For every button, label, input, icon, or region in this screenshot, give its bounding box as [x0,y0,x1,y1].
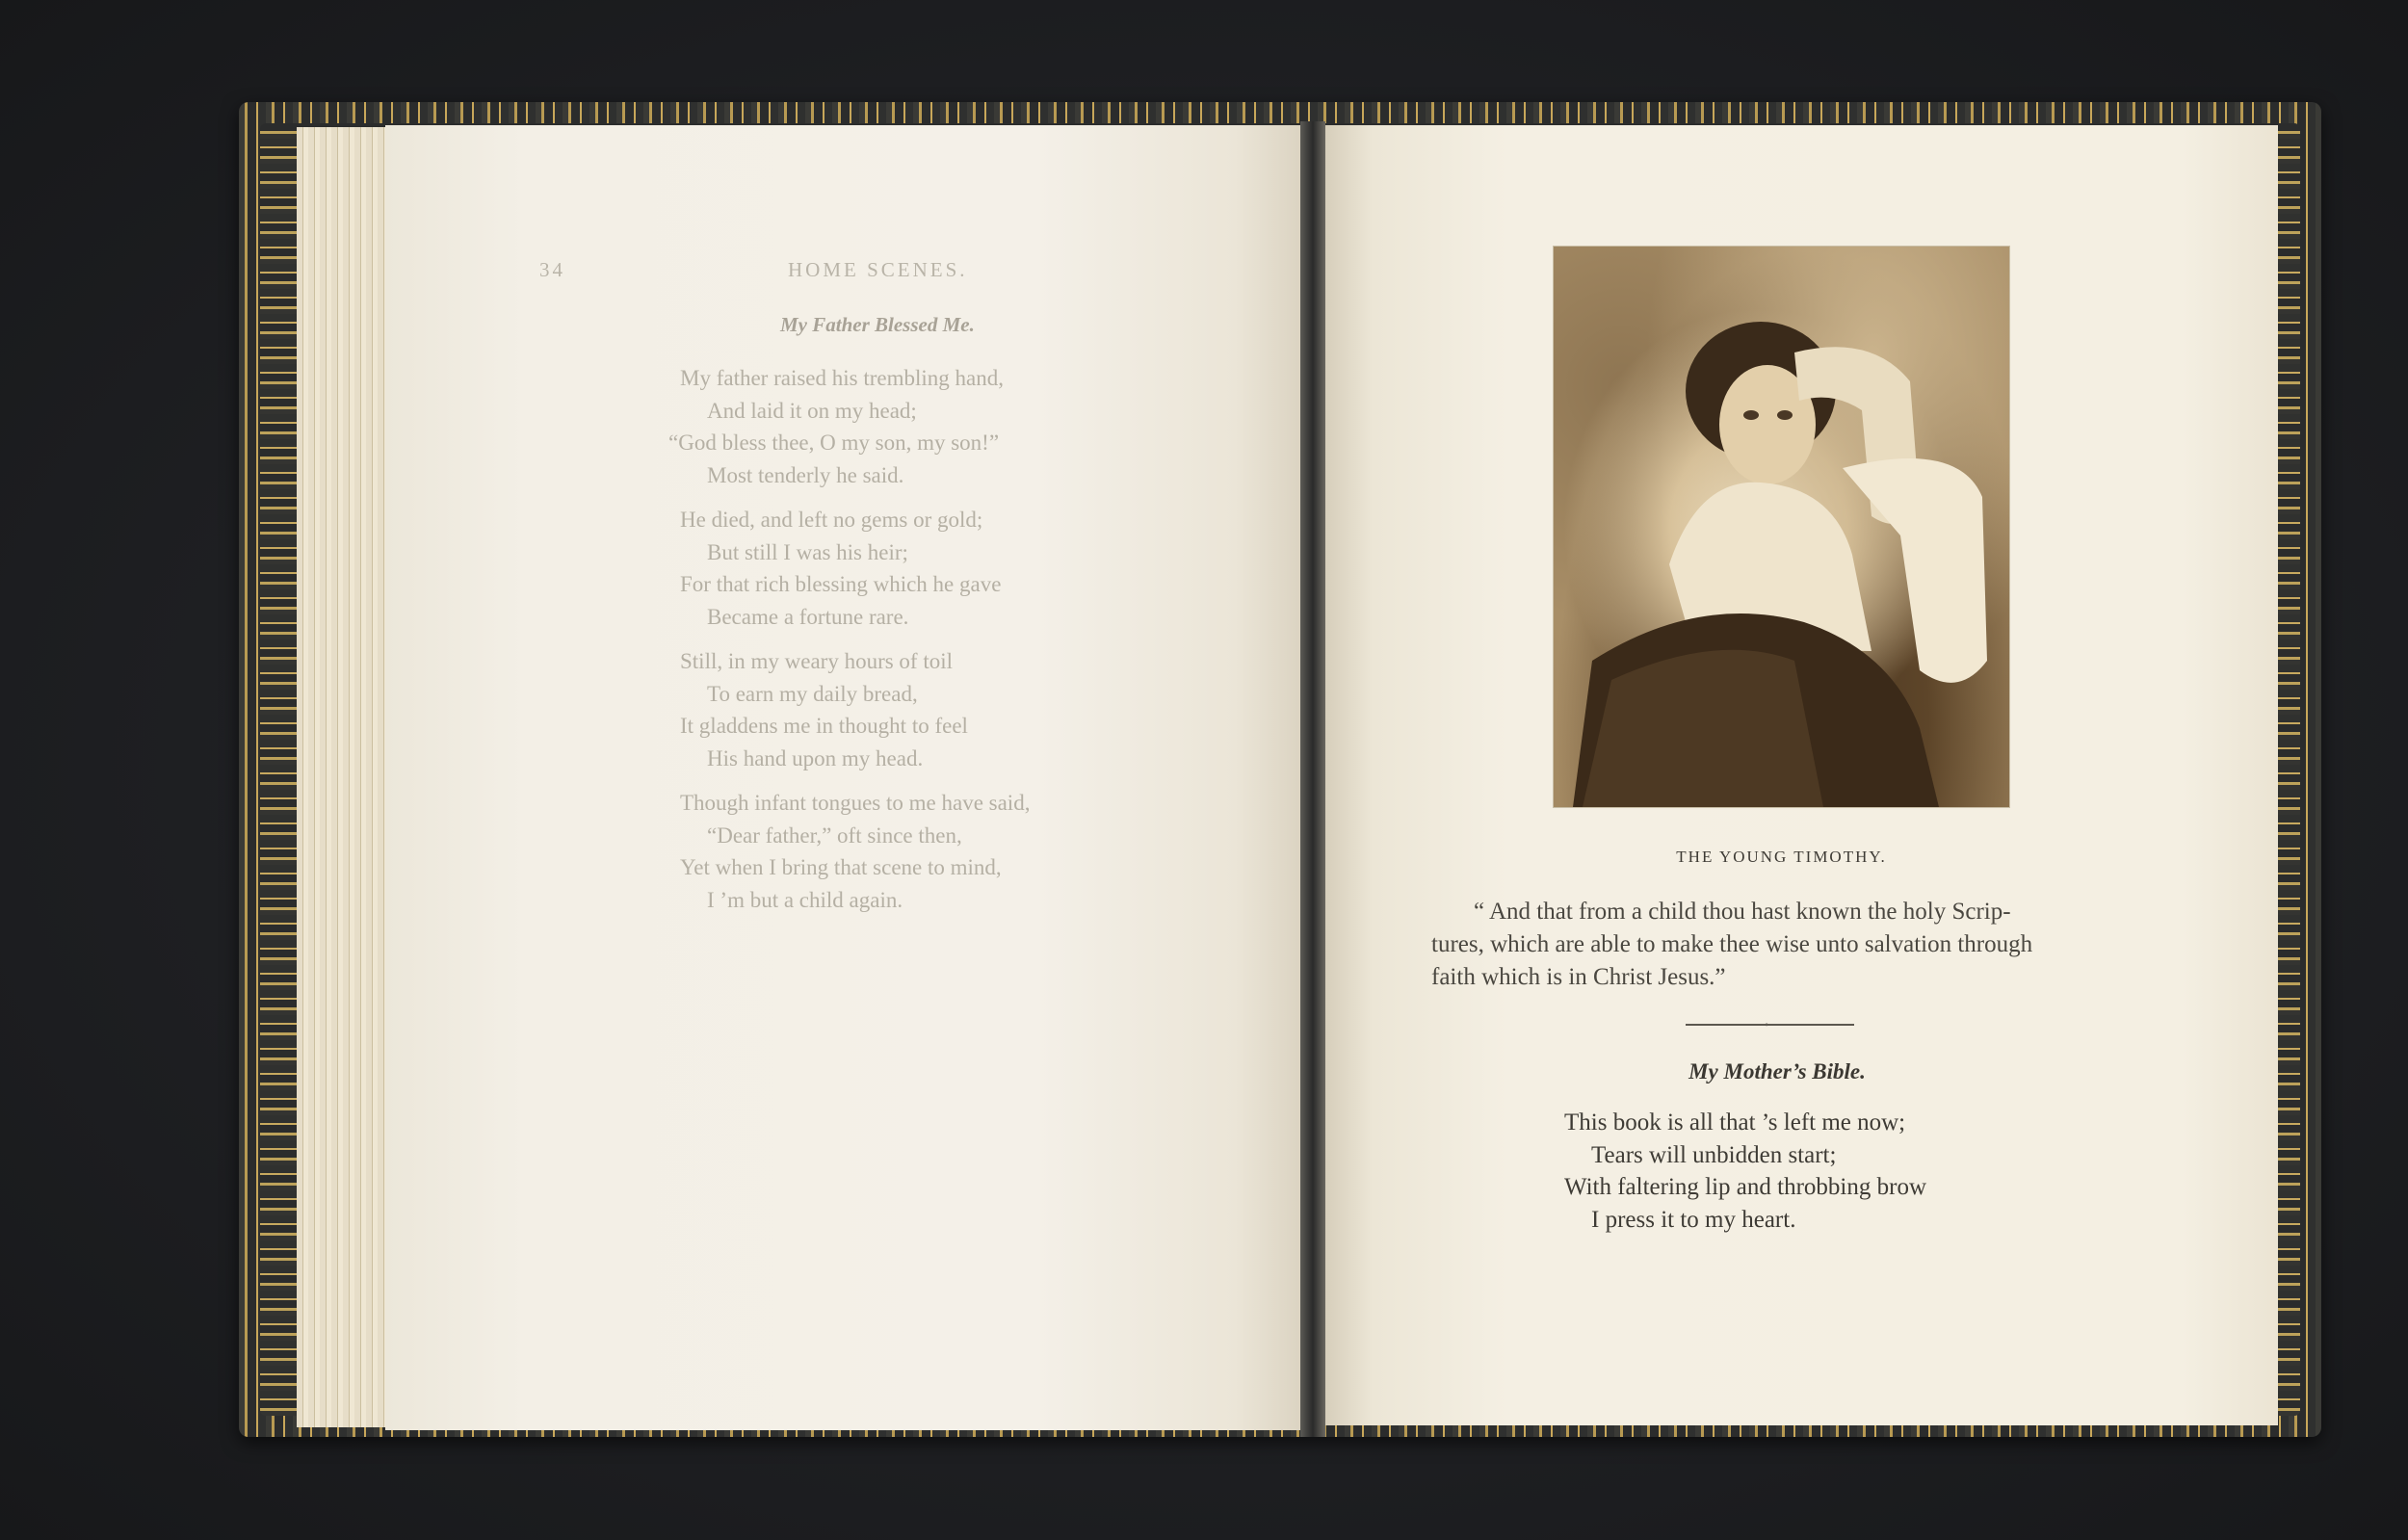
poem-line: Became a fortune rare. [707,604,909,629]
poem-line: Though infant tongues to me have said, [680,791,1031,815]
stanza [680,787,1030,916]
stanza [680,504,1030,633]
poem-line: “Dear father,” oft since then, [707,822,962,848]
poem-line: But still I was his heir; [707,539,908,564]
quote-line: tures, which are able to make thee wise unto salvation through [1431,931,2033,957]
poem-line: For that rich blessing which he gave [680,572,1002,596]
poem-line: Most tenderly he said. [707,462,904,487]
book-gutter [1300,121,1325,1437]
page-number: 34 [539,258,565,281]
right-poem-title: My Mother’s Bible. [1688,1059,1866,1083]
stanza [680,645,1030,774]
left-poem [668,362,1031,928]
poem-line: Tears will unbidden start; [1591,1141,1837,1168]
poem-line: “God bless thee, O my son, my son!” [668,431,1000,455]
scripture-quote [1431,896,2125,994]
poem-line: I ’m but a child again. [707,887,903,912]
poem-line: I press it to my heart. [1591,1206,1796,1233]
poem-line: With faltering lip and throbbing brow [1564,1174,1927,1200]
quote-line: “ And that from a child thou hast known the holy Scrip- [1474,899,2011,925]
right-poem [1564,1107,1926,1236]
quote-line: faith which is in Christ Jesus.” [1431,964,1726,990]
photo-illustration [1554,247,2009,807]
running-head: HOME SCENES. [788,258,968,281]
left-poem-title: My Father Blessed Me. [780,313,975,336]
poem-line: To earn my daily bread, [707,681,918,706]
photograph-young-timothy [1554,247,2009,807]
poem-line: Still, in my weary hours of toil [680,649,954,673]
photo-caption: THE YOUNG TIMOTHY. [1676,848,1887,866]
poem-line: Yet when I bring that scene to mind, [680,855,1002,879]
poem-line: It gladdens me in thought to feel [680,714,968,738]
poem-line: This book is all that ’s left me now; [1564,1109,1906,1135]
page-edges [297,127,393,1427]
poem-line: My father raised his trembling hand, [680,366,1004,390]
poem-line: He died, and left no gems or gold; [680,508,983,532]
poem-line: And laid it on my head; [707,398,917,423]
stanza [668,362,1030,491]
poem-line: His hand upon my head. [707,745,924,770]
divider-ornament: • [1765,1018,1769,1031]
